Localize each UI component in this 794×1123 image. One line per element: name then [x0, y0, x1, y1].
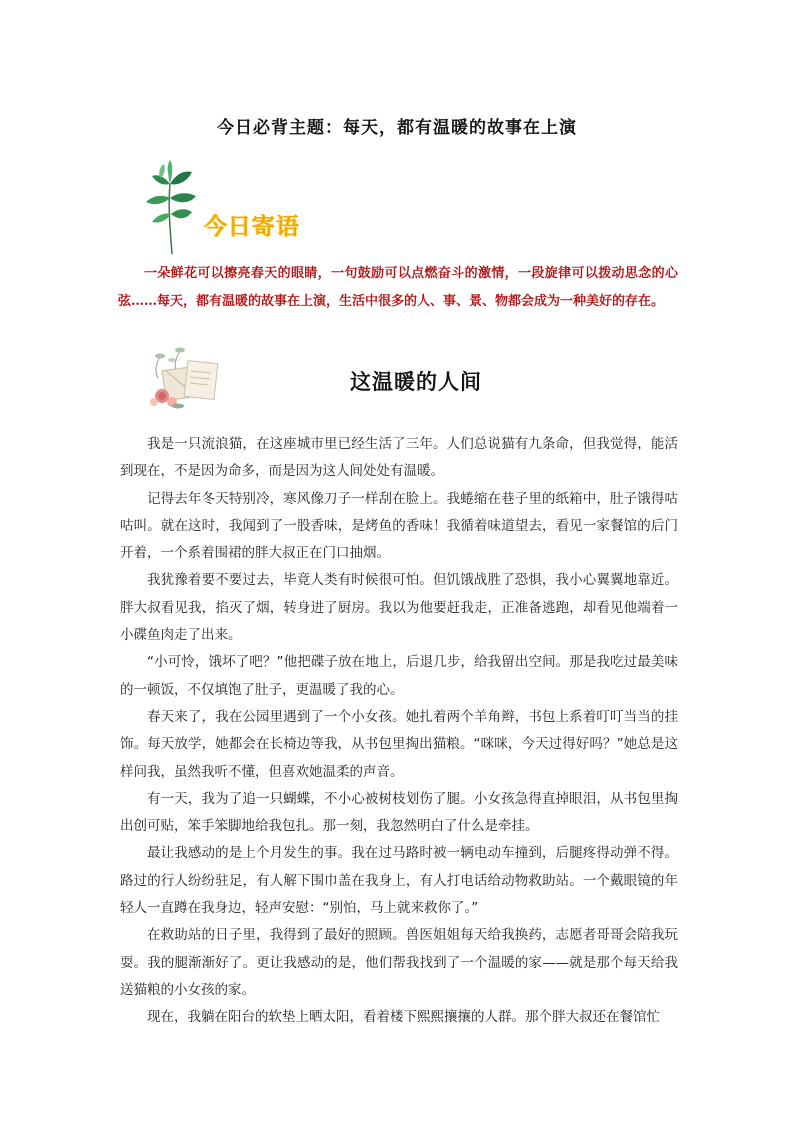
story-body	[120, 431, 678, 1032]
story-paragraph: “小可怜，饿坏了吧？”他把碟子放在地上，后退几步，给我留出空间。那是我吃过最美味的一顿饭，不仅填饱了肚子，更温暖了我的心。	[120, 654, 678, 698]
story-paragraph: 春天来了，我在公园里遇到了一个小女孩。她扎着两个羊角辫，书包上系着叮叮当当的挂饰。每天放学，她都会在长椅边等我，从书包里掏出猫粮。“咪咪，今天过得好吗？”她总是这样问我，虽然我听不懂，但喜欢她温柔的声音。	[120, 708, 678, 780]
story-paragraph: 在救助站的日子里，我得到了最好的照顾。兽医姐姐每天给我换药，志愿者哥哥会陪我玩耍。我的腿渐渐好了。更让我感动的是，他们帮我找到了一个温暖的家——就是那个每天给我送猫粮的小女孩的家。	[120, 927, 678, 998]
story-paragraph: 现在，我躺在阳台的软垫上晒太阳，看着楼下熙熙攘攘的人群。那个胖大叔还在餐馆忙	[147, 1009, 660, 1026]
leaf-sprig-icon	[140, 158, 200, 256]
intro-paragraph: 一朵鲜花可以擦亮春天的眼睛，一句鼓励可以点燃奋斗的激情，一段旋律可以拨动思念的心弦……每天，都有温暖的故事在上演，生活中很多的人、事、景、物都会成为一种美好的存在。	[118, 266, 678, 309]
envelope-flowers-icon	[142, 344, 224, 414]
story-title: 这温暖的人间	[350, 370, 482, 394]
section-heading: 今日寄语	[204, 214, 300, 240]
page-title: 今日必背主题：每天，都有温暖的故事在上演	[217, 118, 577, 138]
story-paragraph: 最让我感动的是上个月发生的事。我在过马路时被一辆电动车撞到，后腿疼得动弹不得。路过的行人纷纷驻足，有人解下围巾盖在我身上，有人打电话给动物救助站。一个戴眼镜的年轻人一直蹲在我身边，轻声安慰：“别怕，马上就来救你了。”	[120, 845, 678, 917]
story-paragraph: 我是一只流浪猫，在这座城市里已经生活了三年。人们总说猫有九条命，但我觉得，能活到现在，不是因为命多，而是因为这人间处处有温暖。	[120, 436, 678, 480]
story-paragraph: 有一天，我为了追一只蝴蝶，不小心被树枝划伤了腿。小女孩急得直掉眼泪，从书包里掏出创可贴，笨手笨脚地给我包扎。那一刻，我忽然明白了什么是牵挂。	[120, 790, 678, 835]
story-paragraph: 我犹豫着要不要过去，毕竟人类有时候很可怕。但饥饿战胜了恐惧，我小心翼翼地靠近。胖大叔看见我，掐灭了烟，转身进了厨房。我以为他要赶我走，正准备逃跑，却看见他端着一小碟鱼肉走了出来。	[120, 572, 678, 644]
story-paragraph: 记得去年冬天特别冷，寒风像刀子一样刮在脸上。我蜷缩在巷子里的纸箱中，肚子饿得咕咕叫。就在这时，我闻到了一股香味，是烤鱼的香味！我循着味道望去，看见一家餐馆的后门开着，一个系着围裙的胖大叔正在门口抽烟。	[120, 490, 678, 562]
